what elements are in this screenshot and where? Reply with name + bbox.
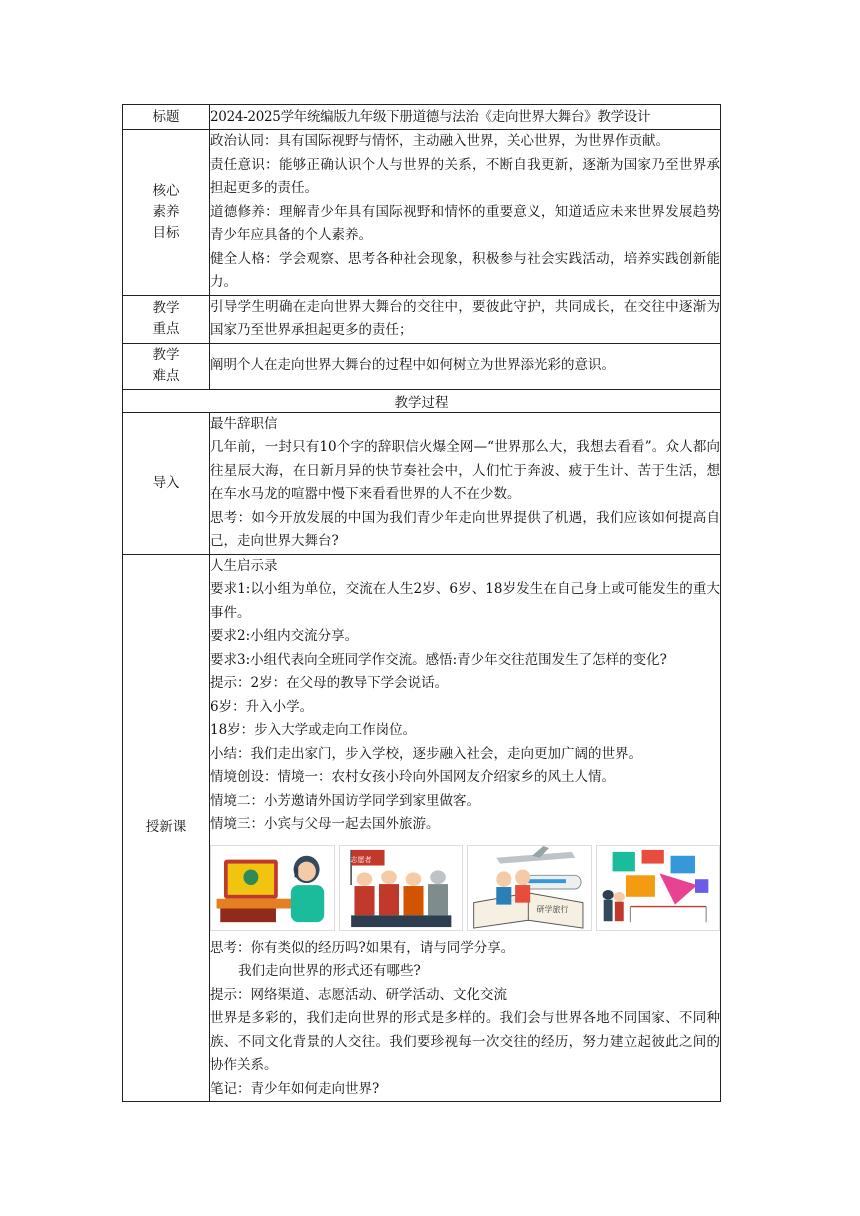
key-points-label <box>123 295 210 343</box>
process-header: 教学过程 <box>123 389 721 412</box>
core-literacy-row <box>123 130 721 296</box>
exhibition-image <box>597 846 720 930</box>
hint-age-6: 6岁：升入小学。 <box>210 698 314 715</box>
hint-age-2: 提示：2岁：在父母的教导下学会说话。 <box>210 675 449 691</box>
intro-label: 导入 <box>123 412 210 554</box>
study-tour-text: 研学旅行 <box>536 905 569 914</box>
notes-prompt: 笔记：青少年如何走向世界? <box>210 1080 380 1097</box>
summary: 小结：我们走出家门，步入学校，逐步融入社会，走向更加广阔的世界。 <box>210 745 642 762</box>
lesson-plan-table <box>122 104 721 1102</box>
intro-row <box>123 412 721 554</box>
new-lesson-content <box>210 554 721 1102</box>
new-lesson-row <box>123 554 721 1102</box>
literacy-responsibility: 责任意识：能够正确认识个人与世界的关系，不断自我更新，逐渐为国家乃至世界承担起更多的责任。 <box>210 156 720 196</box>
scenario-1: 情境创设：情境一：农村女孩小玲向外国网友介绍家乡的风土人情。 <box>210 769 615 785</box>
difficult-points-content: 阐明个人在走向世界大舞台的过程中如何树立为世界添光彩的意识。 <box>210 343 721 389</box>
key-points-content: 引导学生明确在走向世界大舞台的交往中，要彼此守护，共同成长，在交往中逐渐为国家乃至世界承担起更多的责任； <box>210 295 721 343</box>
volunteer-illustration <box>339 845 464 931</box>
think-prompt-indented: 我们走向世界的形式还有哪些? <box>238 963 421 979</box>
literacy-morality: 道德修养：理解青少年具有国际视野和情怀的重要意义，知道适应未来世界发展趋势青少年应具备的个人素养。 <box>210 203 720 243</box>
think-prompt: 思考：你有类似的经历吗?如果有，请与同学分享。 <box>210 939 515 956</box>
intro-title: 最牛辞职信 <box>210 415 278 432</box>
core-literacy-content <box>210 130 721 296</box>
core-literacy-label <box>123 130 210 296</box>
requirement-2: 要求2:小组内交流分享。 <box>210 628 359 644</box>
forms-hint: 提示：网络渠道、志愿活动、研学活动、文化交流 <box>210 986 507 1003</box>
exhibition-illustration <box>596 845 721 931</box>
volunteer-flag-text: 志愿者 <box>350 855 372 864</box>
online-chat-image <box>211 846 334 930</box>
label-line: 难点 <box>152 368 180 384</box>
scenario-2: 情境二：小芳邀请外国访学同学到家里做客。 <box>210 792 480 809</box>
label-line: 教学 <box>152 300 180 316</box>
label-line: 目标 <box>152 224 180 241</box>
title-value: 2024-2025学年统编版九年级下册道德与法治《走向世界大舞台》教学设计 <box>210 105 721 130</box>
scenario-3: 情境三：小宾与父母一起去国外旅游。 <box>210 816 440 832</box>
title-label: 标题 <box>123 105 210 130</box>
literacy-personality: 健全人格：学会观察、思考各种社会现象，积极参与社会实践活动，培养实践创新能力。 <box>210 250 720 290</box>
literacy-political: 政治认同：具有国际视野与情怀，主动融入世界，关心世界，为世界作贡献。 <box>210 133 669 149</box>
study-tour-image <box>468 846 591 930</box>
online-chat-illustration <box>210 845 335 931</box>
new-lesson-label: 授新课 <box>123 554 210 1102</box>
difficult-points-row <box>123 343 721 389</box>
intro-story: 几年前，一封只有10个字的辞职信火爆全网—“世界那么大，我想去看看”。众人都向往星辰大海，在日新月异的快节奏社会中，人们忙于奔波、疲于生计、苦于生活，想在车水马龙的喧嚣中慢下来看看世界的人不在少数。 <box>210 439 720 502</box>
study-tour-illustration <box>467 845 592 931</box>
activity-title: 人生启示录 <box>210 557 278 574</box>
key-points-row <box>123 295 721 343</box>
label-line: 核心 <box>152 182 180 199</box>
label-line: 教学 <box>152 347 180 363</box>
label-line: 素养 <box>152 203 180 220</box>
intro-question: 思考：如今开放发展的中国为我们青少年走向世界提供了机遇，我们应该如何提高自己，走向世界大舞台? <box>210 509 720 549</box>
illustration-strip <box>210 845 720 931</box>
title-row <box>123 105 721 130</box>
process-header-row <box>123 389 721 412</box>
difficult-points-label <box>123 343 210 389</box>
requirement-1: 要求1:以小组为单位，交流在人生2岁、6岁、18岁发生在自己身上或可能发生的重大事件。 <box>210 581 720 621</box>
hint-age-18: 18岁：步入大学或走向工作岗位。 <box>210 722 417 738</box>
forms-explanation: 世界是多彩的，我们走向世界的形式是多样的。我们会与世界各地不同国家、不同种族、不同文化背景的人交往。我们要珍视每一次交往的经历，努力建立起彼此之间的协作关系。 <box>210 1010 720 1073</box>
intro-content <box>210 412 721 554</box>
requirement-3: 要求3:小组代表向全班同学作交流。感悟:青少年交往范围发生了怎样的变化? <box>210 651 667 668</box>
label-line: 重点 <box>152 321 180 337</box>
